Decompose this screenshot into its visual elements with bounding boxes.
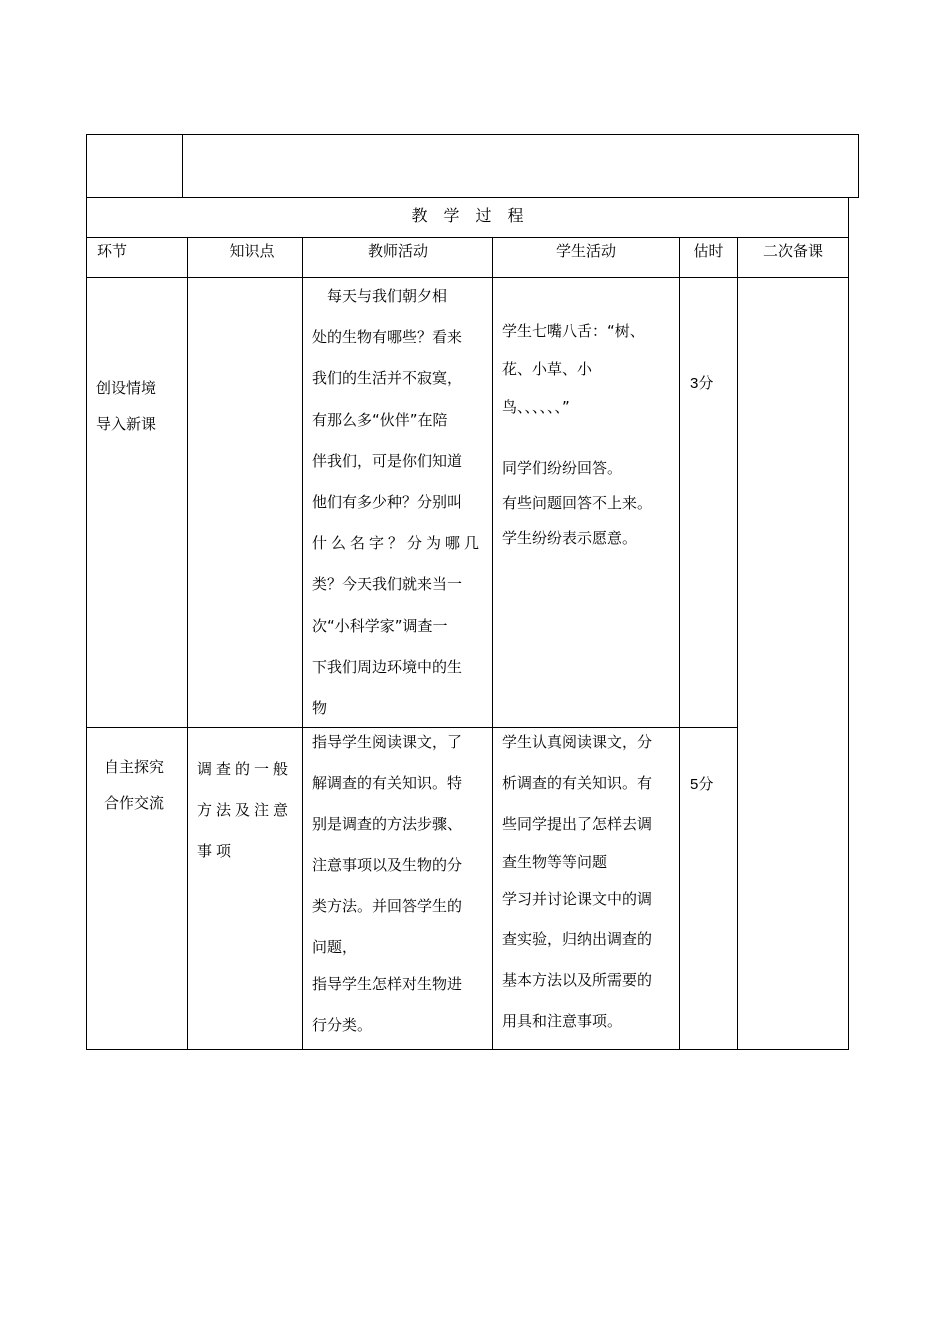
- row2-teacher-line: 指导学生怎样对生物进: [312, 975, 463, 993]
- row1-student-activity-notes: [502, 451, 678, 556]
- row2-teacher-line: 类方法。并回答学生的: [312, 897, 463, 915]
- row2-student-line: 查实验，归纳出调查的: [502, 930, 653, 948]
- row2-student-line: 些同学提出了怎样去调: [502, 815, 653, 833]
- col-divider-2: [302, 237, 303, 1050]
- row1-student-line: 学生纷纷表示愿意。: [502, 529, 638, 547]
- top-box-left-border: [86, 134, 87, 198]
- row1-teacher-line: 他们有多少种？分别叫: [312, 493, 463, 512]
- row2-teacher-line: 别是调查的方法步骤、: [312, 815, 463, 833]
- top-box-bottom-border: [86, 197, 859, 198]
- row2-knowledge-line: 方法及注意: [197, 801, 293, 819]
- row1-teacher-activity: [312, 276, 484, 729]
- row1-student-line: 花、小草、小: [502, 360, 593, 378]
- table-right-border: [848, 197, 849, 1050]
- row2-knowledge-line: 事项: [197, 842, 236, 860]
- row1-student-line: 同学们纷纷回答。: [502, 459, 623, 477]
- row1-teacher-line: 下我们周边环境中的生: [312, 657, 463, 676]
- row1-teacher-line: 类？今天我们就来当一: [312, 575, 463, 594]
- row2-teacher-line: 问题，: [312, 938, 358, 956]
- row2-stage-line2: 合作交流: [104, 794, 165, 812]
- row1-stage-line1: 创设情境: [96, 379, 157, 397]
- row2-student-line: 查生物等等问题: [502, 853, 608, 871]
- row1-student-line: 学生七嘴八舌：“树、: [502, 322, 645, 340]
- row2-student-line: 用具和注意事项。: [502, 1012, 623, 1030]
- row2-teacher-activity: [312, 722, 488, 1046]
- row2-student-activity: [502, 722, 678, 1042]
- row1-teacher-line: 每天与我们朝夕相: [312, 287, 448, 305]
- col-divider-1: [187, 237, 188, 1050]
- row2-stage-line1: 自主探究: [104, 758, 165, 776]
- row1-student-line: 鸟、、、、、、”: [502, 398, 570, 416]
- header-stage: 环节: [96, 242, 127, 260]
- row2-teacher-line: 解调查的有关知识。特: [312, 774, 463, 792]
- top-box-right-border: [858, 134, 859, 198]
- row2-knowledge: [197, 749, 292, 872]
- title-row-bottom: [86, 237, 849, 238]
- row1-stage-line2: 导入新课: [96, 415, 157, 433]
- row1-teacher-line: 次“小科学家”调查一: [312, 616, 448, 635]
- col-divider-5: [737, 237, 738, 1050]
- row1-student-activity: [502, 312, 674, 426]
- row2-student-line: 学习并讨论课文中的调: [502, 890, 653, 908]
- row2-teacher-line: 注意事项以及生物的分: [312, 856, 463, 874]
- row1-teacher-line: 物: [312, 699, 328, 718]
- row2-time: 5分: [690, 776, 714, 793]
- table-bottom-border: [86, 1049, 849, 1050]
- col-divider-3: [492, 237, 493, 1050]
- row2-stage: [104, 749, 164, 821]
- row1-time: 3分: [690, 375, 714, 392]
- header-time: 估时: [693, 242, 724, 260]
- row2-teacher-line: 指导学生阅读课文，了: [312, 733, 463, 751]
- col-divider-4: [679, 237, 680, 1050]
- page-title: 教 学 过 程: [411, 206, 524, 225]
- row2-student-line: 学生认真阅读课文，分: [502, 733, 653, 751]
- table-left-border: [86, 197, 87, 1050]
- header-knowledge: 知识点: [229, 242, 275, 260]
- row1-teacher-line: 处的生物有哪些？看来: [312, 328, 463, 347]
- row2-student-line: 析调查的有关知识。有: [502, 774, 653, 792]
- header-teacher: 教师活动: [367, 242, 428, 260]
- row2-student-line: 基本方法以及所需要的: [502, 971, 653, 989]
- row2-knowledge-line: 调查的一般: [197, 760, 293, 778]
- header-backup: 二次备课: [762, 242, 823, 260]
- row1-teacher-line: 什么名字？分为哪几: [312, 534, 484, 553]
- row2-teacher-line: 行分类。: [312, 1016, 373, 1034]
- row1-teacher-line: 伴我们，可是你们知道: [312, 451, 463, 470]
- top-box-top-border: [86, 134, 859, 135]
- header-student: 学生活动: [555, 242, 616, 260]
- row1-student-line: 有些问题回答不上来。: [502, 494, 653, 512]
- row1-stage: [96, 370, 156, 442]
- row1-teacher-line: 有那么多“伙伴”在陪: [312, 410, 448, 429]
- row1-teacher-line: 我们的生活并不寂寞，: [312, 369, 463, 388]
- top-box-divider: [182, 134, 183, 198]
